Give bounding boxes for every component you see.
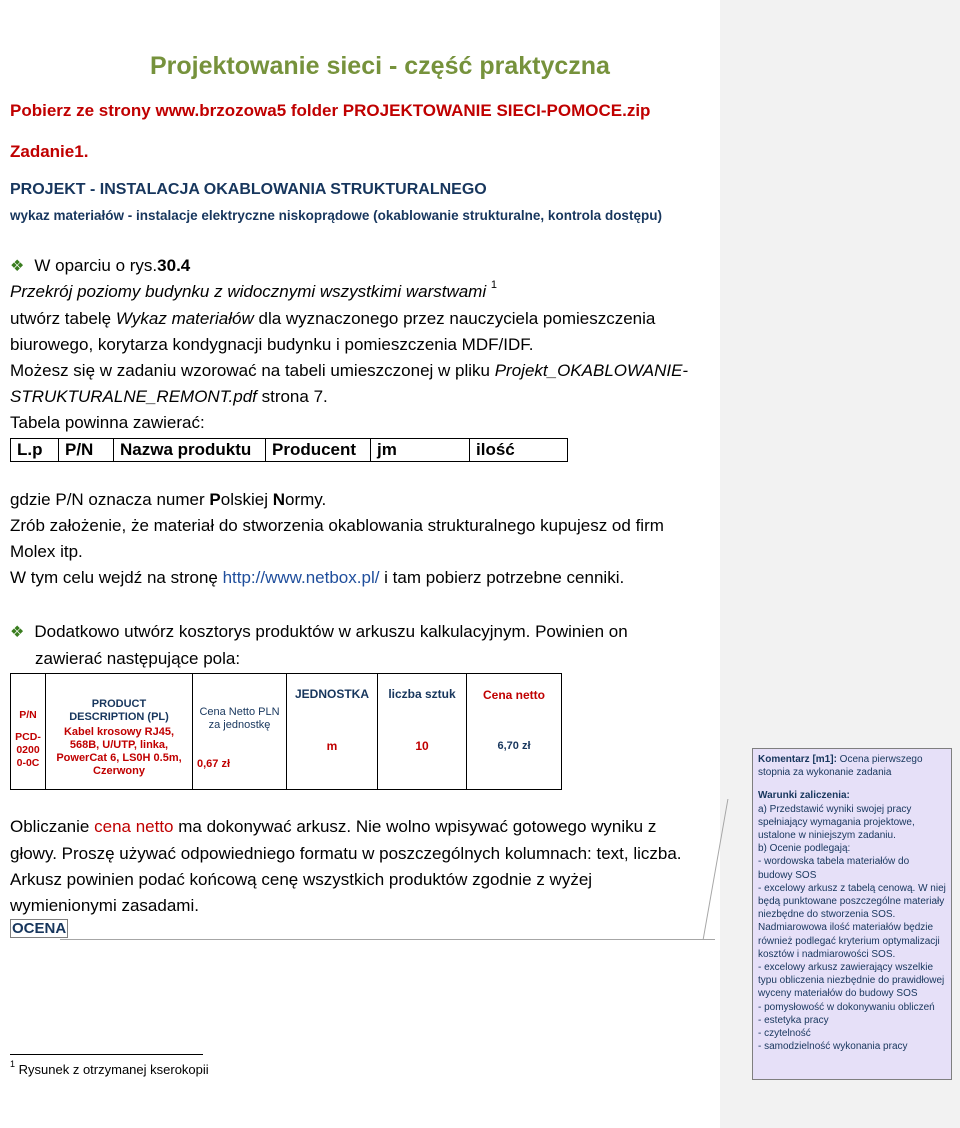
bullet-reference: ❖ W oparciu o rys.30.4 [10, 256, 191, 275]
unit-value: m [326, 738, 338, 753]
unit-price-label: Cena Netto PLN za jednostkę [199, 705, 280, 731]
column-header-name: Nazwa produktu [114, 439, 266, 462]
quantity-label: liczba sztuk [388, 686, 456, 701]
comment-line: - wordowska tabela materiałów do budowy SOS [758, 856, 910, 881]
unit-cell [287, 674, 378, 790]
paragraph-1-line-1: utwórz tabelę Wykaz materiałów dla wyznaczonego przez nauczyciela pomieszczenia [10, 309, 656, 328]
netbox-instruction: W tym celu wejdź na stronę http://www.netbox.pl/ i tam pobierz potrzebne cenniki. [10, 568, 625, 587]
assumption-line-1: Zrób założenie, że materiał do stworzenia okablowania strukturalnego kupujesz od firm [10, 516, 664, 535]
paragraph-1-line-2: biurowego, korytarza kondygnacji budynku i pomieszczenia MDF/IDF. [10, 335, 534, 354]
quantity-cell [378, 674, 467, 790]
comment-box[interactable] [752, 748, 952, 1080]
diamond-bullet-icon: ❖ [10, 624, 25, 641]
closing-line-1: Obliczanie cena netto ma dokonywać arkusz. Nie wolno wpisywać gotowego wyniku z [10, 817, 657, 836]
pn-label: P/N [19, 709, 37, 721]
unit-price-value: 0,67 zł [197, 757, 231, 770]
required-columns-table [10, 438, 568, 462]
net-price-cell [467, 674, 562, 790]
comment-line: - czytelność [758, 1028, 811, 1040]
comment-header: Komentarz [m1]: Ocena pierwszego stopnia za wykonanie zadania [758, 754, 923, 779]
comment-line: - excelowy arkusz zawierający wszelkie typu obliczenia niezbędnie do prawidłowej wyceny materiałów do budowy SOS [758, 962, 945, 1000]
comment-connector [60, 939, 715, 940]
column-header-quantity: ilość [470, 439, 568, 462]
paragraph-2-line-1: Możesz się w zadaniu wzorować na tabeli umieszczonej w pliku Projekt_OKABLOWANIE- [10, 361, 689, 380]
bullet-cost-estimate-line-2: zawierać następujące pola: [35, 649, 241, 668]
table-intro: Tabela powinna zawierać: [10, 413, 205, 432]
pn-explanation: gdzie P/N oznacza numer Polskiej Normy. [10, 490, 327, 509]
download-instruction: Pobierz ze strony www.brzozowa5 folder PROJEKTOWANIE SIECI-POMOCE.zip [10, 101, 651, 120]
comment-line: a) Przedstawić wyniki swojej pracy spełniający wymagania projektowe, ustalone w niniejszym zadaniu. [758, 803, 915, 842]
description-label: PRODUCT DESCRIPTION (PL) [69, 697, 169, 723]
comment-line: - estetyka pracy [758, 1014, 829, 1026]
column-header-lp: L.p [11, 439, 59, 462]
table-row [11, 674, 562, 790]
netbox-link[interactable]: http://www.netbox.pl/ [222, 568, 380, 587]
column-header-producer: Producent [266, 439, 371, 462]
comment-conditions-title: Warunki zaliczenia: [758, 790, 850, 802]
task-label: Zadanie1. [10, 142, 89, 161]
diamond-bullet-icon: ❖ [10, 258, 25, 275]
closing-line-4: wymienionymi zasadami. [10, 896, 199, 915]
project-subtitle: wykaz materiałów - instalacje elektryczne niskoprądowe (okablowanie strukturalne, kontrola dostępu) [10, 208, 662, 223]
paragraph-2-line-2: STRUKTURALNE_REMONT.pdf strona 7. [10, 387, 328, 406]
pn-cell [11, 674, 46, 790]
column-header-unit: jm [371, 439, 470, 462]
comment-line: b) Ocenie podlegają: [758, 843, 851, 855]
footnote-ref: 1 [490, 279, 497, 291]
description-value: Kabel krosowy RJ45, 568B, U/UTP, linka, PowerCat 6, LS0H 0.5m, Czerwony [56, 725, 182, 777]
unit-label: JEDNOSTKA [294, 686, 369, 701]
net-price-value: 6,70 zł [497, 739, 531, 752]
comment-line: - pomysłowość w dokonywaniu obliczeń [758, 1001, 935, 1013]
closing-line-3: Arkusz powinien podać końcową cenę wszystkich produktów zgodnie z wyżej [10, 870, 593, 889]
project-title: PROJEKT - INSTALACJA OKABLOWANIA STRUKTURALNEGO [10, 181, 487, 198]
description-cell [46, 674, 193, 790]
net-price-label: Cena netto [482, 687, 545, 702]
footnote-separator [10, 1054, 203, 1055]
unit-price-cell [193, 674, 287, 790]
footnote: $^1$ Rysunek z otrzymanej kserokopii [10, 1059, 209, 1077]
quantity-value: 10 [415, 738, 429, 753]
table-row [11, 439, 568, 462]
closing-line-2: głowy. Proszę używać odpowiedniego formatu w poszczególnych kolumnach: text, liczba. [10, 844, 682, 863]
comment-line: - excelowy arkusz z tabelą cenową. W niej będą punktowane poszczególne materiały niezbędne do stworzenia SOS. [758, 882, 946, 921]
product-example-table [10, 673, 562, 790]
column-header-pn: P/N [59, 439, 114, 462]
page-title: Projektowanie sieci - część praktyczna [150, 52, 610, 80]
ocena-marker[interactable]: OCENA [12, 920, 67, 937]
comment-line: Nadmiarowowa ilość materiałów będzie również podlegać kryterium optymalizacji kosztów i nadmiarowości SOS. [758, 922, 940, 960]
figure-caption: Przekrój poziomy budynku z widocznymi wszystkimi warstwami $^1$ [10, 279, 497, 301]
pn-value: PCD-02000-0C [15, 731, 41, 769]
assumption-line-2: Molex itp. [10, 542, 83, 561]
comment-line: - samodzielność wykonania pracy [758, 1041, 908, 1053]
bullet-cost-estimate: ❖ Dodatkowo utwórz kosztorys produktów w arkuszu kalkulacyjnym. Powinien on [10, 622, 628, 641]
